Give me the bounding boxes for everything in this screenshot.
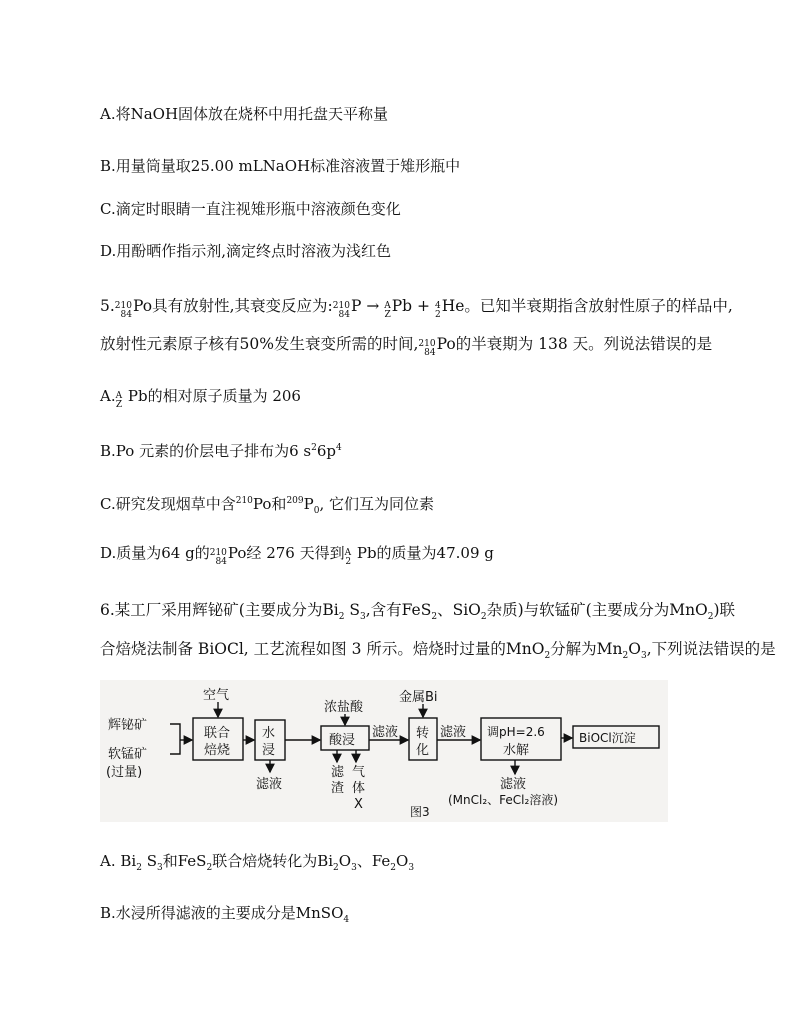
- svg-text:化: 化: [416, 743, 430, 758]
- pb-nuclide: A Z: [384, 301, 391, 320]
- air-label: 空气: [203, 688, 230, 703]
- svg-text:(MnCl₂、FeCl₂溶液): (MnCl₂、FeCl₂溶液): [448, 793, 558, 807]
- q4-option-b: B.用量筒量取25.00 mLNaOH标准溶液置于雉形瓶中: [100, 157, 461, 175]
- po-nuclide: 210 84: [114, 301, 132, 320]
- svg-text:气: 气: [352, 765, 366, 780]
- ore2-note: (过量): [106, 765, 143, 780]
- svg-text:滤: 滤: [331, 765, 345, 780]
- svg-text:浸: 浸: [262, 743, 276, 758]
- q5-option-b: B.Po 元素的价层电子排布为6 $s^26p^4$: [100, 442, 342, 460]
- ore1-label: 辉铋矿: [108, 718, 148, 733]
- svg-text:渣: 渣: [331, 781, 345, 796]
- svg-text:滤液: 滤液: [500, 777, 527, 792]
- q5-option-a: A. A Z Pb的相对原子质量为 206: [100, 387, 301, 410]
- svg-text:滤液: 滤液: [372, 725, 399, 740]
- svg-text:联合: 联合: [204, 726, 231, 741]
- svg-text:金属Bi: 金属Bi: [399, 690, 438, 705]
- svg-text:滤液: 滤液: [256, 777, 283, 792]
- q5-stem-line2: 放射性元素原子核有50%发生衰变所需的时间, 210 84 Po的半衰期为 138 天。列说法错误的是: [100, 335, 713, 358]
- svg-text:调pH=2.6: 调pH=2.6: [487, 725, 545, 739]
- q6-stem-line1: 6.某工厂采用辉铋矿(主要成分为$Bi_2$ $S_3$,含有FeS$_2$、SiO$_2$杂质)与软锰矿(主要成分为MnO$_2$)联: [100, 601, 736, 623]
- svg-text:BiOCl沉淀: BiOCl沉淀: [579, 731, 636, 745]
- q6-option-a: A. $Bi_2$ $S_3$和FeS$_2$联合焙烧转化为$Bi_2O_3$、$Fe_2O_3$: [100, 852, 415, 873]
- q4-option-c: C.滴定时眼睛一直注视雉形瓶中溶液颜色变化: [100, 200, 401, 218]
- svg-text:酸浸: 酸浸: [329, 733, 356, 748]
- svg-text:浓盐酸: 浓盐酸: [324, 700, 364, 715]
- he-nuclide: 4 2: [434, 301, 441, 320]
- q4-option-d: D.用酚晒作指示剂,滴定终点时溶液为浅红色: [100, 242, 392, 260]
- svg-text:体: 体: [352, 781, 366, 796]
- process-flowchart: [100, 680, 668, 822]
- q5-option-d: D.质量为64 g的 210 84 Po经 276 天得到 A 2 Pb的质量为47.09 g: [100, 544, 494, 567]
- p-nuclide: 210 84: [332, 301, 350, 320]
- svg-text:转: 转: [416, 726, 430, 741]
- svg-text:X: X: [354, 797, 363, 812]
- svg-text:焙烧: 焙烧: [204, 743, 231, 758]
- q6-stem-line2: 合焙烧法制备 BiOCl, 工艺流程如图 3 所示。焙烧时过量的MnO$_2$分解为$Mn_2O_3$,下列说法错误的是: [100, 640, 776, 662]
- svg-text:水解: 水解: [503, 743, 530, 758]
- q5-option-c: C.研究发现烟草中含$^{210}$Po和$^{209}P_0$, 它们互为同位素: [100, 495, 434, 516]
- svg-text:滤液: 滤液: [440, 725, 467, 740]
- q6-option-b: B.水浸所得滤液的主要成分是MnSO$_4$: [100, 904, 350, 925]
- svg-text:水: 水: [262, 726, 276, 741]
- flowchart-svg: [100, 680, 668, 822]
- q4-option-a: A.将NaOH固体放在烧杯中用托盘天平称量: [100, 105, 389, 123]
- ore2-label: 软锰矿: [108, 747, 148, 762]
- q5-stem-line1: 5. 210 84 Po具有放射性,其衰变反应为: 210 84 P → A Z Pb + 4 2 He。已知半衰期指含放射性原子的样品中,: [100, 297, 733, 320]
- svg-text:图3: 图3: [410, 805, 430, 819]
